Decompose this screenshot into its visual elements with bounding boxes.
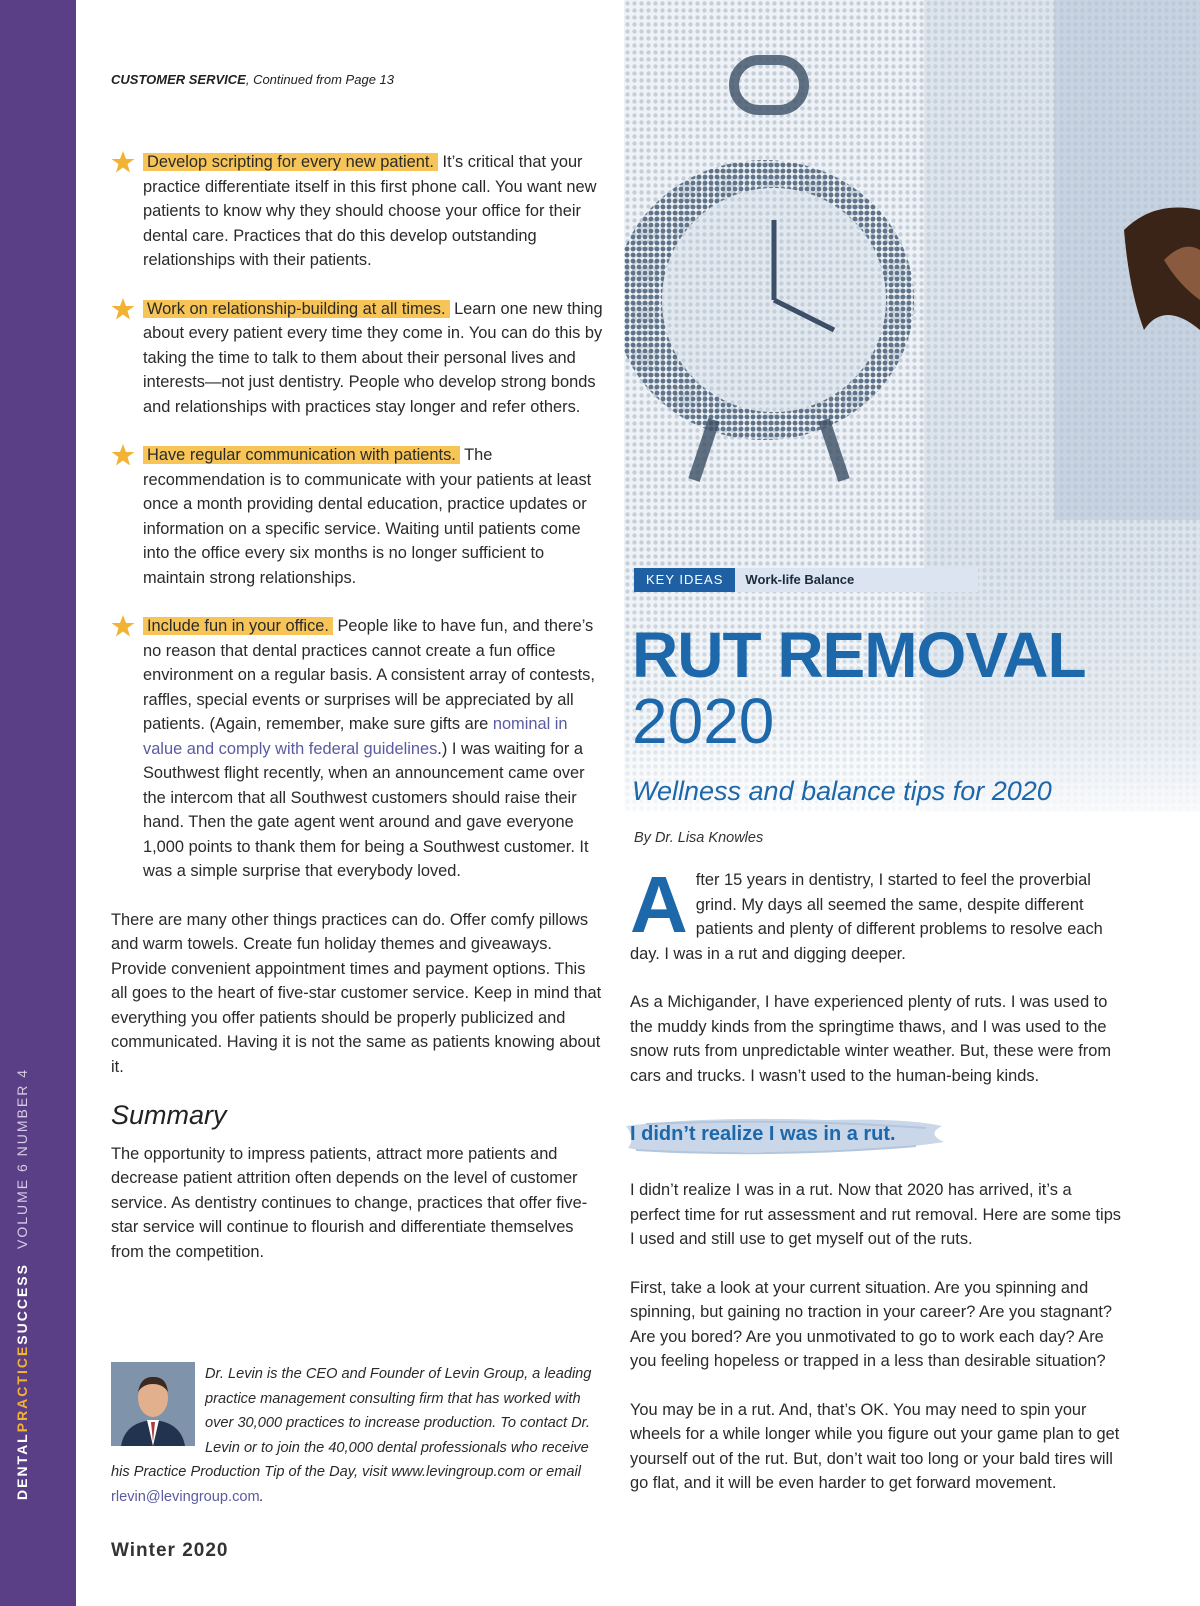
tip-text: People like to have fun, and there’s no reason that dental practices cannot create a fun office environment on a regular basis. A consistent array of contests, raffles, special events or surprises will be appreciated by all patients. (Again, remember, make sure gifts are <box>143 617 595 733</box>
continued-section: CUSTOMER SERVICE <box>111 72 246 87</box>
article-paragraph <box>630 860 1126 966</box>
bio-text: Dr. Levin is the CEO and Founder of Levin Group, a leading practice management consulting firm that has worked with over 30,000 practices to increase production. To contact Dr. Levin or to join the 40,000 dental professionals who receive his Practice Production Tip of the Day, visit www.levingroup.com or email <box>111 1366 592 1480</box>
star-icon <box>111 614 135 638</box>
article-paragraph: You may be in a rut. And, that’s OK. You may need to spin your wheels for a while longer while you figure out your game plan to get yourself out of the rut. But, don’t wait too long or your bald tires will go flat, and it will be even harder to get forward movement. <box>630 1400 1120 1492</box>
article-paragraph: I didn’t realize I was in a rut. Now that 2020 has arrived, it’s a perfect time for rut assessment and rut removal. Here are some tips I used and still use to get myself out of the ruts. <box>630 1181 1121 1248</box>
author-portrait-icon <box>111 1362 195 1446</box>
email-link[interactable]: rlevin@levingroup.com <box>111 1488 260 1505</box>
tip-highlight: Develop scripting for every new patient. <box>143 153 438 171</box>
continued-note <box>111 72 394 87</box>
tip-item <box>111 443 606 590</box>
tip-highlight: Work on relationship-building at all times. <box>143 300 450 318</box>
tip-text: It’s critical that your practice differentiate itself in this first phone call. You want new patients to know why they should choose your office for their dental care. Practices that do this develop outstanding relationships with their patients. <box>143 153 597 269</box>
article-byline: By Dr. Lisa Knowles <box>634 830 764 846</box>
article-paragraph: First, take a look at your current situation. Are you spinning and spinning, but gaining no traction in your career? Are you stagnant? Are you bored? Are you unmotivated to go to work each day? Are you feeling hopeless or trapped in a less than desirable situation? <box>630 1278 1113 1370</box>
bio-end: . <box>259 1488 264 1505</box>
article-paragraph: As a Michigander, I have experienced plenty of ruts. I was used to the muddy kinds from the springtime thaws, and I was used to the snow ruts from unpredictable winter weather. But, these were from cars and trucks. I wasn’t used to the human-being kinds. <box>630 993 1112 1085</box>
page-number: 14 <box>38 1540 60 1561</box>
tip-item <box>111 614 606 884</box>
brand-success: SUCCESS <box>14 1263 30 1345</box>
article-subtitle: Wellness and balance tips for 2020 <box>632 776 1052 806</box>
magazine-brand-vertical <box>14 1067 30 1500</box>
magazine-sidebar <box>0 0 76 1606</box>
star-icon <box>111 443 135 467</box>
tip-text: Learn one new thing about every patient every time they come in. You can do this by taking the time to talk to them about their personal lives and interests—not just dentistry. People who develop strong bonds and relationships with practices stay longer and refer others. <box>143 299 603 416</box>
author-bio <box>111 1362 606 1509</box>
article-title-line1: RUT REMOVAL <box>632 619 1086 691</box>
tip-text: The recommendation is to communicate with your patients at least once a month providing dental education, practice updates or information on a specific service. Waiting until patients come into the office every six months is no longer sufficient to maintain strong relationships. <box>143 446 592 587</box>
volume-label: VOLUME 6 NUMBER 4 <box>14 1067 30 1250</box>
left-column <box>111 150 606 1288</box>
key-ideas-bar <box>634 568 978 592</box>
summary-heading: Summary <box>111 1100 227 1130</box>
continued-rest: , Continued from Page 13 <box>245 72 394 87</box>
tip-item <box>111 297 606 420</box>
article-subhead <box>626 1112 1126 1160</box>
star-icon <box>111 150 135 174</box>
tip-highlight: Have regular communication with patients. <box>143 446 460 464</box>
subhead-text: I didn’t realize I was in a rut. <box>630 1123 896 1145</box>
star-icon <box>111 297 135 321</box>
tip-text: .) I was waiting for a Southwest flight recently, when an announcement came over the intercom that all Southwest customers should raise their hand. Then the gate agent went around and gave everyone 1,000 points to thank them for being a Southwest customer. It was a simple surprise that everybody loved. <box>143 739 589 880</box>
article-title-line2: 2020 <box>632 685 775 757</box>
guidelines-link[interactable]: nominal in value and comply with federal guidelines <box>143 715 568 758</box>
brand-dental: DENTAL <box>14 1432 30 1500</box>
brand-practice: PRACTICE <box>14 1344 30 1433</box>
tip-item <box>111 150 606 273</box>
key-ideas-label: KEY IDEAS <box>634 568 735 592</box>
article-paragraph-text: fter 15 years in dentistry, I started to feel the proverbial grind. My days all seemed the same, despite different patients and plenty of different problems to resolve each day. I was in a rut and digging deeper. <box>630 871 1103 963</box>
drop-cap: A <box>630 860 688 949</box>
issue-season: Winter 2020 <box>111 1540 229 1561</box>
right-column <box>630 860 1126 1520</box>
tip-highlight: Include fun in your office. <box>143 617 333 635</box>
closing-paragraph: There are many other things practices can do. Offer comfy pillows and warm towels. Create fun holiday themes and giveaways. Provide convenient appointment times and payment options. This all goes to the heart of five-star customer service. Keep in mind that everything you offer patients should be properly publicized and communicated. Having it is not the same as patients knowing about it. <box>111 910 602 1076</box>
author-photo <box>111 1362 195 1446</box>
key-ideas-value: Work-life Balance <box>745 572 855 587</box>
summary-text: The opportunity to impress patients, attract more patients and decrease patient attrition often depends on the level of customer service. As dentistry continues to change, practices that offer five-star service will continue to flourish and differentiate themselves from the competition. <box>111 1144 588 1261</box>
